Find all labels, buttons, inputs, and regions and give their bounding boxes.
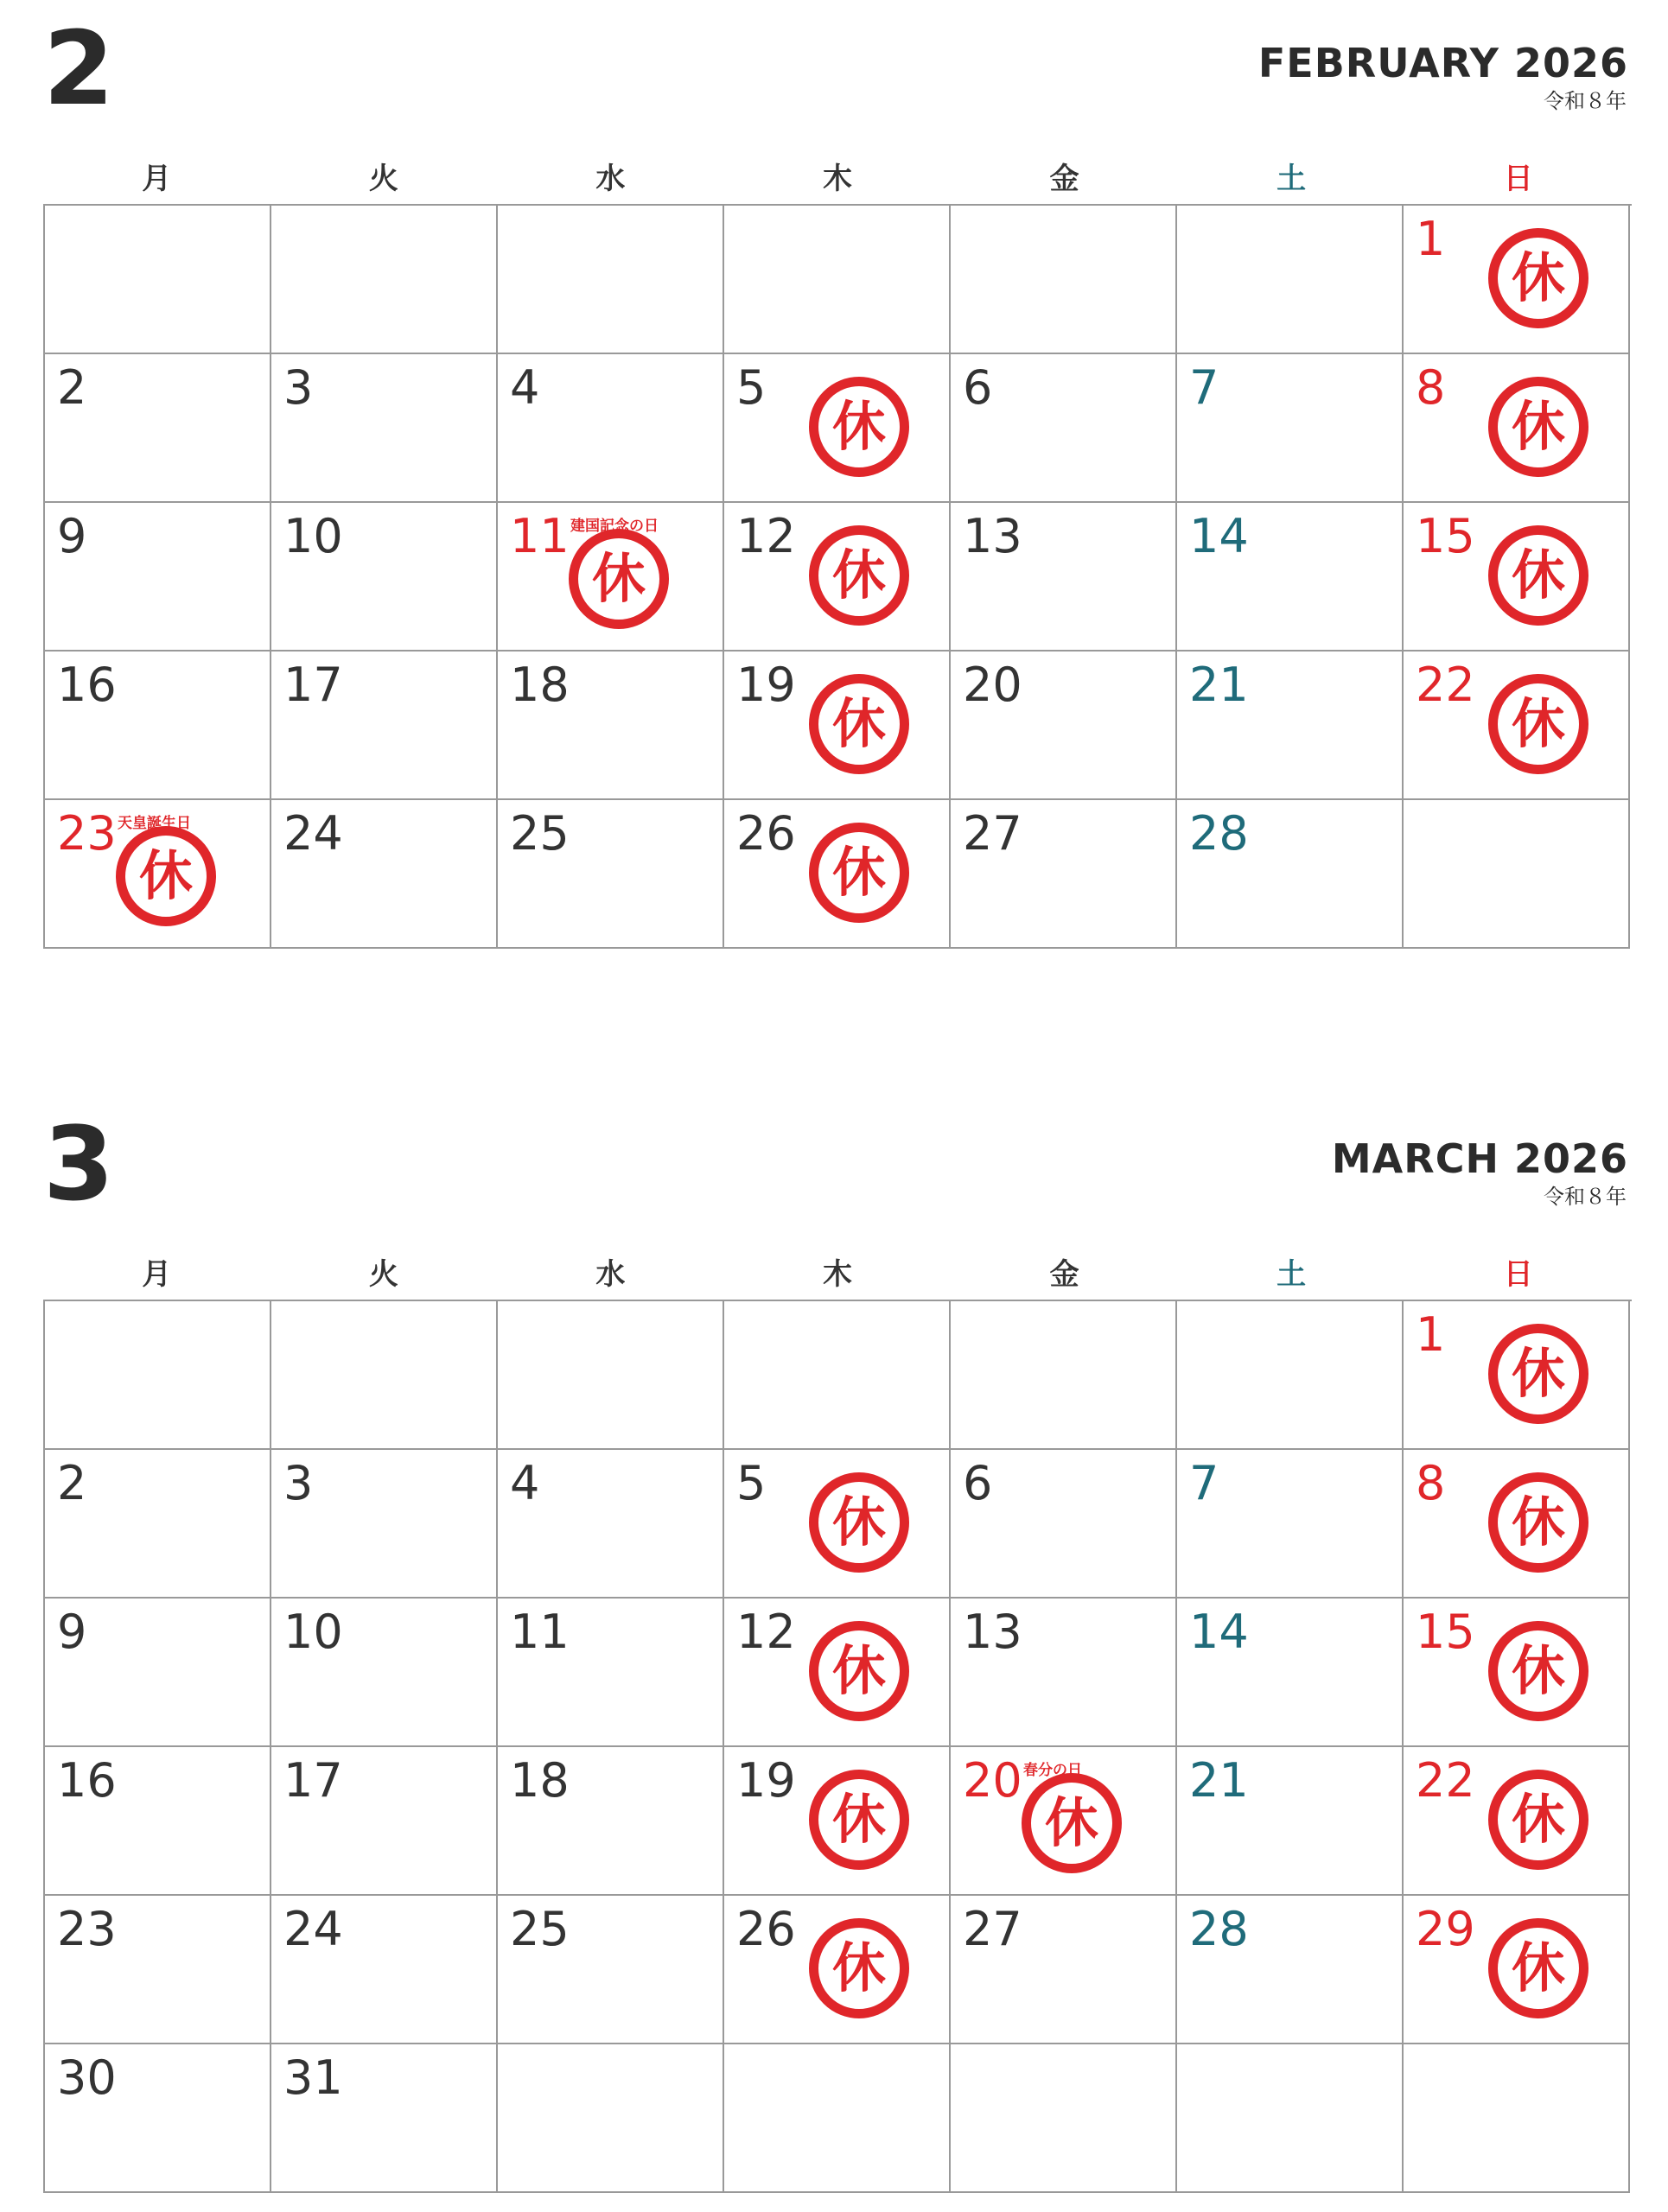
empty-cell xyxy=(951,206,1177,354)
closed-stamp-icon: 休 xyxy=(809,377,909,477)
weekday-label: 火 xyxy=(368,1257,398,1292)
day-cell[interactable] xyxy=(1404,354,1630,503)
closed-stamp-icon: 休 xyxy=(809,525,909,626)
day-number: 27 xyxy=(963,806,1022,861)
day-number: 12 xyxy=(736,509,796,563)
day-cell[interactable] xyxy=(498,1450,724,1599)
day-number: 31 xyxy=(283,2050,343,2105)
day-cell[interactable] xyxy=(45,800,271,949)
day-number: 9 xyxy=(57,1605,87,1659)
day-number: 20 xyxy=(963,1753,1022,1808)
day-number: 23 xyxy=(57,806,117,861)
closed-stamp-icon: 休 xyxy=(1488,228,1588,328)
empty-cell xyxy=(498,2044,724,2193)
empty-cell xyxy=(1404,2044,1630,2193)
day-number: 25 xyxy=(510,806,570,861)
day-cell[interactable] xyxy=(271,1747,498,1896)
era-year: 令和８年 xyxy=(1544,1185,1627,1209)
closed-stamp-icon: 休 xyxy=(1488,377,1588,477)
weekday-label: 月 xyxy=(142,1257,172,1292)
closed-stamp-icon: 休 xyxy=(809,674,909,774)
day-cell[interactable] xyxy=(271,2044,498,2193)
day-number: 27 xyxy=(963,1902,1022,1956)
empty-cell xyxy=(271,206,498,354)
day-number: 21 xyxy=(1189,1753,1249,1808)
day-number: 12 xyxy=(736,1605,796,1659)
empty-cell xyxy=(498,1301,724,1450)
day-number: 16 xyxy=(57,1753,117,1808)
empty-cell xyxy=(951,1301,1177,1450)
closed-stamp-icon: 休 xyxy=(1488,1621,1588,1721)
day-number: 15 xyxy=(1416,509,1475,563)
day-cell[interactable] xyxy=(1404,1301,1630,1450)
day-number: 17 xyxy=(283,658,343,712)
day-number: 28 xyxy=(1189,1902,1249,1956)
day-cell[interactable] xyxy=(1404,652,1630,800)
day-number: 18 xyxy=(510,1753,570,1808)
weekday-label: 金 xyxy=(1049,1257,1079,1292)
day-number: 7 xyxy=(1189,1456,1219,1510)
weekday-label: 水 xyxy=(595,162,626,196)
day-cell[interactable] xyxy=(1177,1747,1404,1896)
closed-stamp-icon: 休 xyxy=(809,1770,909,1870)
day-number: 1 xyxy=(1416,1307,1446,1362)
day-cell[interactable] xyxy=(951,1747,1177,1896)
day-number: 6 xyxy=(963,1456,993,1510)
day-cell[interactable] xyxy=(951,1896,1177,2044)
day-number: 15 xyxy=(1416,1605,1475,1659)
empty-cell xyxy=(498,206,724,354)
weekday-label: 金 xyxy=(1049,162,1079,196)
day-cell[interactable] xyxy=(1177,1599,1404,1747)
day-cell[interactable] xyxy=(45,1747,271,1896)
weekday-label: 火 xyxy=(368,162,398,196)
closed-stamp-icon: 休 xyxy=(1022,1773,1122,1873)
weekday-header xyxy=(43,157,1632,200)
closed-stamp-icon: 休 xyxy=(569,529,669,629)
weekday-label: 土 xyxy=(1276,1257,1307,1292)
day-number: 3 xyxy=(283,360,314,415)
day-cell[interactable] xyxy=(951,652,1177,800)
day-number: 28 xyxy=(1189,806,1249,861)
day-cell[interactable] xyxy=(951,1450,1177,1599)
holiday-name: 建国記念の日 xyxy=(570,518,659,534)
day-cell[interactable] xyxy=(498,503,724,652)
closed-stamp-icon: 休 xyxy=(116,826,216,926)
day-cell[interactable] xyxy=(271,503,498,652)
empty-cell xyxy=(45,1301,271,1450)
day-number: 8 xyxy=(1416,360,1446,415)
day-cell[interactable] xyxy=(724,1747,951,1896)
day-cell[interactable] xyxy=(498,1599,724,1747)
day-number: 18 xyxy=(510,658,570,712)
day-cell[interactable] xyxy=(498,652,724,800)
month-title: FEBRUARY 2026 xyxy=(1257,40,1628,86)
day-cell[interactable] xyxy=(45,1896,271,2044)
closed-stamp-icon: 休 xyxy=(1488,674,1588,774)
day-number: 30 xyxy=(57,2050,117,2105)
weekday-label: 木 xyxy=(822,1257,852,1292)
day-cell[interactable] xyxy=(498,1747,724,1896)
day-cell[interactable] xyxy=(1177,1450,1404,1599)
day-cell[interactable] xyxy=(951,1599,1177,1747)
day-cell[interactable] xyxy=(1404,206,1630,354)
empty-cell xyxy=(1177,2044,1404,2193)
closed-stamp-icon: 休 xyxy=(1488,1770,1588,1870)
day-number: 24 xyxy=(283,1902,343,1956)
day-number: 2 xyxy=(57,360,87,415)
weekday-label: 月 xyxy=(142,162,172,196)
day-cell[interactable] xyxy=(271,1450,498,1599)
day-number: 21 xyxy=(1189,658,1249,712)
day-number: 11 xyxy=(510,509,570,563)
weekday-label: 日 xyxy=(1503,162,1533,196)
day-cell[interactable] xyxy=(724,1599,951,1747)
day-number: 16 xyxy=(57,658,117,712)
day-number: 29 xyxy=(1416,1902,1475,1956)
day-cell[interactable] xyxy=(45,2044,271,2193)
day-cell[interactable] xyxy=(724,1896,951,2044)
day-number: 22 xyxy=(1416,1753,1475,1808)
empty-cell xyxy=(724,206,951,354)
calendar-grid xyxy=(43,204,1632,949)
day-cell[interactable] xyxy=(498,354,724,503)
closed-stamp-icon: 休 xyxy=(809,1918,909,2018)
weekday-header xyxy=(43,1253,1632,1296)
empty-cell xyxy=(724,2044,951,2193)
day-cell[interactable] xyxy=(951,354,1177,503)
day-cell[interactable] xyxy=(724,800,951,949)
day-number: 3 xyxy=(283,1456,314,1510)
closed-stamp-icon: 休 xyxy=(809,1621,909,1721)
day-cell[interactable] xyxy=(1404,1747,1630,1896)
day-number: 9 xyxy=(57,509,87,563)
day-number: 5 xyxy=(736,360,767,415)
day-cell[interactable] xyxy=(498,1896,724,2044)
day-cell[interactable] xyxy=(271,800,498,949)
closed-stamp-icon: 休 xyxy=(1488,525,1588,626)
day-number: 17 xyxy=(283,1753,343,1808)
day-number: 8 xyxy=(1416,1456,1446,1510)
day-number: 23 xyxy=(57,1902,117,1956)
month-title: MARCH 2026 xyxy=(1331,1135,1628,1182)
weekday-label: 水 xyxy=(595,1257,626,1292)
day-cell[interactable] xyxy=(1177,503,1404,652)
weekday-label: 日 xyxy=(1503,1257,1533,1292)
day-cell[interactable] xyxy=(1404,1896,1630,2044)
day-cell[interactable] xyxy=(724,652,951,800)
day-number: 7 xyxy=(1189,360,1219,415)
day-cell[interactable] xyxy=(1404,1599,1630,1747)
month-number: 2 xyxy=(43,9,115,128)
empty-cell xyxy=(1177,206,1404,354)
day-cell[interactable] xyxy=(724,1450,951,1599)
era-year: 令和８年 xyxy=(1544,90,1627,113)
holiday-name: 天皇誕生日 xyxy=(118,815,191,831)
day-number: 19 xyxy=(736,658,796,712)
holiday-name: 春分の日 xyxy=(1023,1762,1082,1778)
day-cell[interactable] xyxy=(45,1599,271,1747)
day-number: 26 xyxy=(736,806,796,861)
day-number: 24 xyxy=(283,806,343,861)
day-cell[interactable] xyxy=(45,503,271,652)
empty-cell xyxy=(1177,1301,1404,1450)
empty-cell xyxy=(724,1301,951,1450)
day-number: 4 xyxy=(510,1456,540,1510)
day-number: 10 xyxy=(283,1605,343,1659)
day-number: 20 xyxy=(963,658,1022,712)
day-cell[interactable] xyxy=(1177,652,1404,800)
empty-cell xyxy=(45,206,271,354)
day-number: 13 xyxy=(963,509,1022,563)
weekday-label: 土 xyxy=(1276,162,1307,196)
month-number: 3 xyxy=(43,1104,115,1224)
day-cell[interactable] xyxy=(951,800,1177,949)
day-number: 22 xyxy=(1416,658,1475,712)
day-number: 1 xyxy=(1416,212,1446,266)
day-cell[interactable] xyxy=(1404,503,1630,652)
day-number: 4 xyxy=(510,360,540,415)
day-cell[interactable] xyxy=(45,652,271,800)
day-number: 5 xyxy=(736,1456,767,1510)
closed-stamp-icon: 休 xyxy=(1488,1918,1588,2018)
closed-stamp-icon: 休 xyxy=(1488,1324,1588,1424)
day-number: 25 xyxy=(510,1902,570,1956)
day-cell[interactable] xyxy=(498,800,724,949)
day-number: 14 xyxy=(1189,1605,1249,1659)
day-cell[interactable] xyxy=(1177,800,1404,949)
day-cell[interactable] xyxy=(724,503,951,652)
day-cell[interactable] xyxy=(724,354,951,503)
empty-cell xyxy=(951,2044,1177,2193)
closed-stamp-icon: 休 xyxy=(809,823,909,923)
day-cell[interactable] xyxy=(271,354,498,503)
day-number: 19 xyxy=(736,1753,796,1808)
weekday-label: 木 xyxy=(822,162,852,196)
day-cell[interactable] xyxy=(45,354,271,503)
closed-stamp-icon: 休 xyxy=(809,1472,909,1573)
day-number: 2 xyxy=(57,1456,87,1510)
day-cell[interactable] xyxy=(1404,1450,1630,1599)
day-number: 10 xyxy=(283,509,343,563)
empty-cell xyxy=(271,1301,498,1450)
day-number: 14 xyxy=(1189,509,1249,563)
day-number: 11 xyxy=(510,1605,570,1659)
day-cell[interactable] xyxy=(45,1450,271,1599)
day-number: 6 xyxy=(963,360,993,415)
day-number: 26 xyxy=(736,1902,796,1956)
day-cell[interactable] xyxy=(1177,354,1404,503)
day-cell[interactable] xyxy=(951,503,1177,652)
day-number: 13 xyxy=(963,1605,1022,1659)
day-cell[interactable] xyxy=(271,1599,498,1747)
day-cell[interactable] xyxy=(271,652,498,800)
empty-cell xyxy=(1404,800,1630,949)
day-cell[interactable] xyxy=(1177,1896,1404,2044)
day-cell[interactable] xyxy=(271,1896,498,2044)
calendar-grid xyxy=(43,1300,1632,2193)
closed-stamp-icon: 休 xyxy=(1488,1472,1588,1573)
